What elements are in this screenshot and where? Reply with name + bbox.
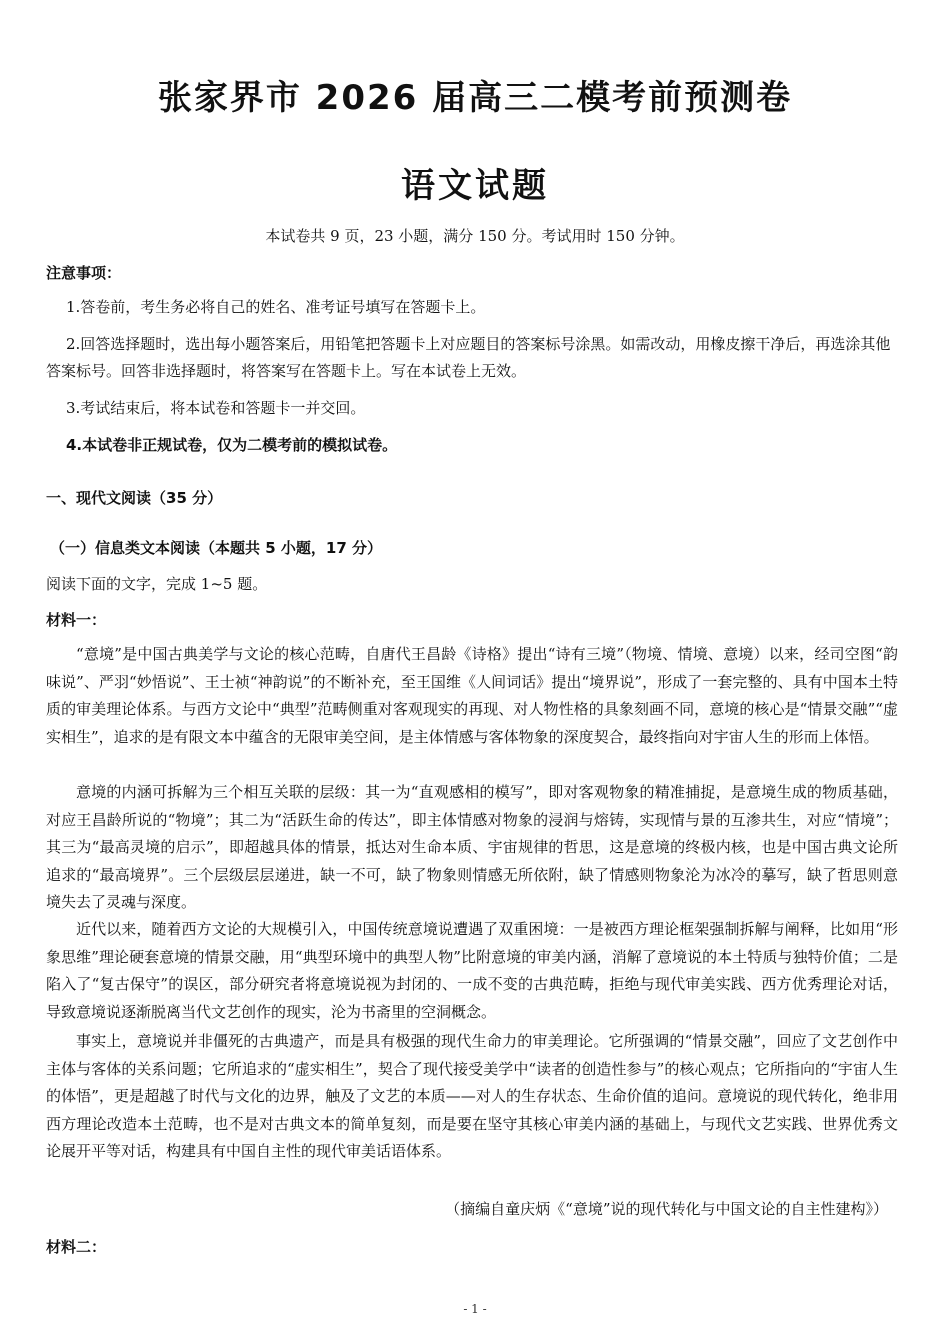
material-1-label: 材料一： <box>46 611 107 629</box>
subsection-heading: （一）信息类文本阅读（本题共 5 小题，17 分） <box>50 539 382 557</box>
material-1-paragraph: 近代以来，随着西方文论的大规模引入，中国传统意境说遭遇了双重困境：一是被西方理论框架强制拆解与阐释，比如用“形象思维”理论硬套意境的情景交融，用“典型环境中的典型人物”比附意境的审美内涵，消解了意境说的本土特质与独特价值；二是陷入了“复古保守”的误区，部分研究者将意境说视为封闭的、一成不变的古典范畴，拒绝与现代审美实践、西方优秀理论对话，导致意境说逐渐脱离当代文艺创作的现实，沦为书斋里的空洞概念。 <box>46 920 898 1021</box>
notice-item-1: 1.答卷前，考生务必将自己的姓名、准考证号填写在答题卡上。 <box>66 298 486 316</box>
material-1-source: （摘编自童庆炳《“意境”说的现代转化与中国文论的自主性建构》） <box>445 1200 888 1218</box>
page-number: - 1 - <box>463 1302 487 1316</box>
exam-info: 本试卷共 9 页，23 小题，满分 150 分。考试用时 150 分钟。 <box>265 227 685 245</box>
notice-item-2: 2.回答选择题时，选出每小题答案后，用铅笔把答题卡上对应题目的答案标号涂黑。如需改动，用橡皮擦干净后，再选涂其他答案标号。回答非选择题时，将答案写在答题卡上。写在本试卷上无效。 <box>46 335 891 380</box>
reading-instruction: 阅读下面的文字，完成 1~5 题。 <box>46 575 268 593</box>
material-1-paragraph: “意境”是中国古典美学与文论的核心范畴，自唐代王昌龄《诗格》提出“诗有三境”（物境、情境、意境）以来，经司空图“韵味说”、严羽“妙悟说”、王士祯“神韵说”的不断补充，至王国维《人间词话》提出“境界说”，形成了一套完整的、具有中国本土特质的审美理论体系。与西方文论中“典型”范畴侧重对客观现实的再现、对人物性格的具象刻画不同，意境的核心是“情景交融”“虚实相生”，追求的是有限文本中蕴含的无限审美空间，是主体情感与客体物象的深度契合，最终指向对宇宙人生的形而上体悟。 <box>46 645 898 746</box>
material-1-paragraph: 事实上，意境说并非僵死的古典遗产，而是具有极强的现代生命力的审美理论。它所强调的“情景交融”，回应了文艺创作中主体与客体的关系问题；它所追求的“虚实相生”，契合了现代接受美学中“读者的创造性参与”的核心观点；它所指向的“宇宙人生的体悟”，更是超越了时代与文化的边界，触及了文艺的本质——对人的生存状态、生命价值的追问。意境说的现代转化，绝非用西方理论改造本土范畴，也不是对古典文本的简单复刻，而是要在坚守其核心审美内涵的基础上，与现代文艺实践、世界优秀文论展开平等对话，构建具有中国自主性的现代审美话语体系。 <box>46 1032 898 1160</box>
notice-item-4: 4.本试卷非正规试卷，仅为二模考前的模拟试卷。 <box>66 436 398 454</box>
notice-heading: 注意事项： <box>46 264 122 282</box>
material-1-paragraph: 意境的内涵可拆解为三个相互关联的层级：其一为“直观感相的模写”，即对客观物象的精准捕捉，是意境生成的物质基础，对应王昌龄所说的“物境”；其二为“活跃生命的传达”，即主体情感对物象的浸润与熔铸，实现情与景的互渗共生，对应“情境”；其三为“最高灵境的启示”，即超越具体的情景，抵达对生命本质、宇宙规律的哲思，这是意境的终极内核，也是中国古典文论所追求的“最高境界”。三个层级层层递进，缺一不可，缺了物象则情感无所依附，缺了情感则物象沦为冰冷的摹写，缺了哲思则意境失去了灵魂与深度。 <box>46 783 898 911</box>
exam-title: 张家界市 2026 届高三二模考前预测卷 <box>157 78 793 118</box>
section-heading: 一、现代文阅读（35 分） <box>46 489 223 507</box>
material-2-label: 材料二： <box>46 1238 107 1256</box>
exam-subtitle: 语文试题 <box>401 166 549 206</box>
notice-item-3: 3.考试结束后，将本试卷和答题卡一并交回。 <box>66 399 366 417</box>
